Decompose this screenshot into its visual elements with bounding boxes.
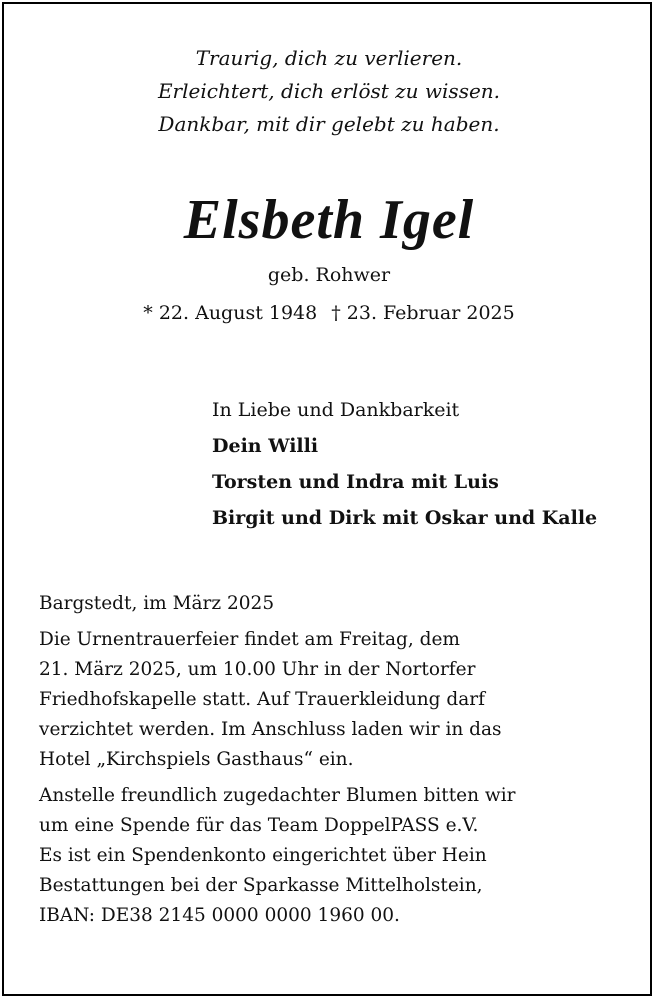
poem-line: Dankbar, mit dir gelebt zu haben. <box>158 112 500 136</box>
family-signature <box>212 392 597 536</box>
maiden-name: geb. Rohwer <box>267 264 391 286</box>
notice-text <box>39 589 639 937</box>
poem-line: Erleichtert, dich erlöst zu wissen. <box>157 79 501 103</box>
death-date: † 23. Februar 2025 <box>331 302 515 324</box>
family-member: Torsten und Indra mit Luis <box>212 471 499 493</box>
birth-date: * 22. August 1948 <box>143 302 318 324</box>
ceremony-paragraph <box>39 625 639 775</box>
family-member: Dein Willi <box>212 435 319 457</box>
life-dates <box>0 299 658 327</box>
donation-paragraph <box>39 781 639 931</box>
ceremony-line: Hotel „Kirchspiels Gasthaus“ ein. <box>39 749 354 770</box>
poem <box>0 42 658 141</box>
place-date: Bargstedt, im März 2025 <box>39 593 275 614</box>
poem-line: Traurig, dich zu verlieren. <box>195 46 463 70</box>
donation-line: um eine Spende für das Team DoppelPASS e.V. <box>39 815 479 836</box>
donation-line: Es ist ein Spendenkonto eingerichtet über Hein <box>39 845 487 866</box>
ceremony-line: verzichtet werden. Im Anschluss laden wir in das <box>39 719 502 740</box>
donation-line: IBAN: DE38 2145 0000 0000 1960 00. <box>39 905 400 926</box>
donation-line: Anstelle freundlich zugedachter Blumen bitten wir <box>39 785 516 806</box>
donation-line: Bestattungen bei der Sparkasse Mittelholstein, <box>39 875 483 896</box>
ceremony-line: 21. März 2025, um 10.00 Uhr in der Nortorfer <box>39 659 476 680</box>
family-member: Birgit und Dirk mit Oskar und Kalle <box>212 507 598 529</box>
deceased-name: Elsbeth Igel <box>183 189 475 251</box>
ceremony-line: Die Urnentrauerfeier findet am Freitag, dem <box>39 629 460 650</box>
family-intro: In Liebe und Dankbarkeit <box>212 399 460 421</box>
ceremony-line: Friedhofskapelle statt. Auf Trauerkleidung darf <box>39 689 485 710</box>
